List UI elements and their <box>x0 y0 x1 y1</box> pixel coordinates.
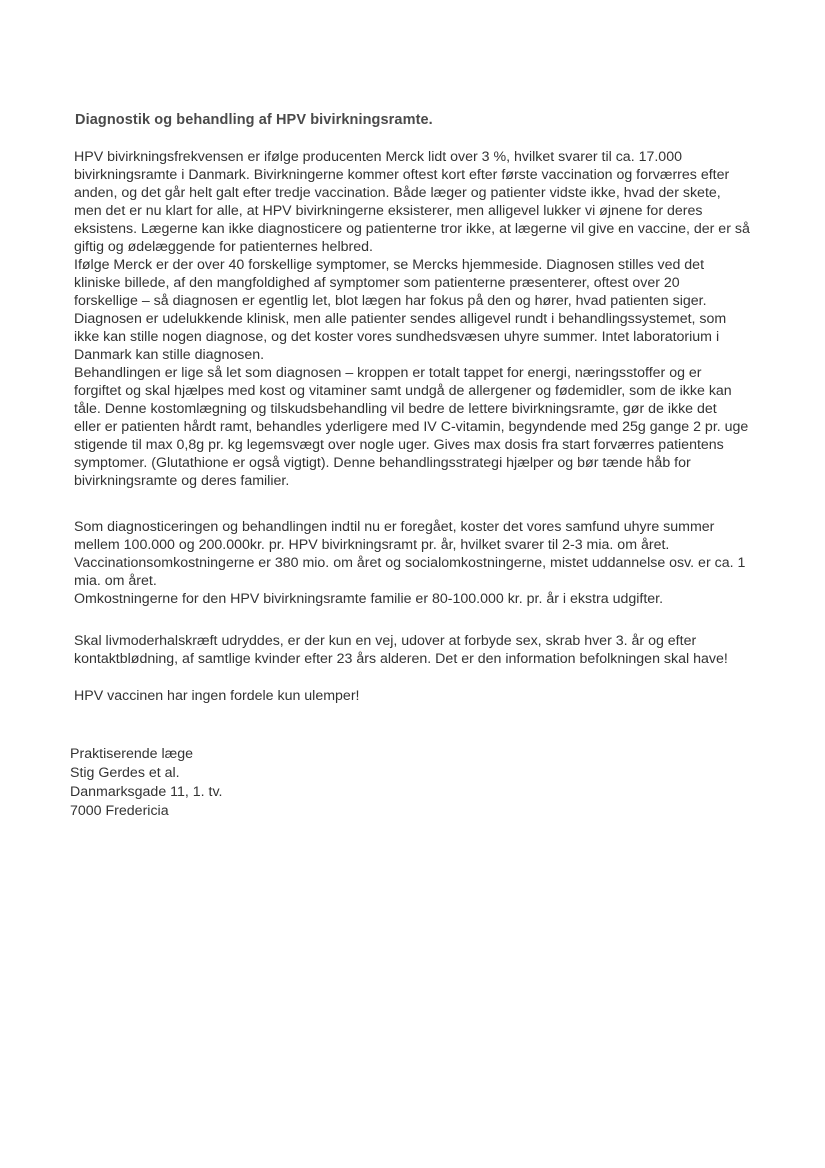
paragraph-1-line: Diagnosen er udelukkende klinisk, men alle patienter sendes alligevel rundt i behandlingssystemet, som <box>74 311 727 327</box>
paragraph-2-line: mia. om året. <box>74 573 157 589</box>
paragraph-1-line: ikke kan stille nogen diagnose, og det koster vores sundhedsvæsen uhyre summer. Intet laboratorium i <box>74 329 720 345</box>
paragraph-1-line: forgiftet og skal hjælpes med kost og vitaminer samt undgå de allergener og fødemidler, som de ikke kan <box>74 383 732 399</box>
document-title: Diagnostik og behandling af HPV bivirkningsramte. <box>75 112 433 128</box>
paragraph-1-line: symptomer. (Glutathione er også vigtigt). Denne behandlingsstrategi hjælper og bør tænde håb for <box>74 455 691 471</box>
paragraph-2-line: mellem 100.000 og 200.000kr. pr. HPV bivirkningsramt pr. år, hvilket svarer til 2-3 mia. om året. <box>74 537 670 553</box>
paragraph-1-line: bivirkningsramte og deres familier. <box>74 473 290 489</box>
paragraph-2-line: Vaccinationsomkostningerne er 380 mio. om året og socialomkostningerne, mistet uddannelse osv. er ca. 1 <box>74 555 746 571</box>
signature-line: Stig Gerdes et al. <box>70 765 180 781</box>
paragraph-1-line: stigende til max 0,8g pr. kg legemsvægt over nogle uger. Gives max dosis fra start forværres patientens <box>74 437 724 453</box>
paragraph-3-line: kontaktblødning, af samtlige kvinder efter 23 års alderen. Det er den information befolkningen skal have! <box>74 651 728 667</box>
paragraph-1-line: eksistens. Lægerne kan ikke diagnosticere og patienterne tror ikke, at lægerne vil give en vaccine, der er så <box>74 221 750 237</box>
paragraph-1-line: men det er nu klart for alle, at HPV bivirkningerne eksisterer, men alligevel lukker vi øjnene for deres <box>74 203 703 219</box>
paragraph-2-line: Omkostningerne for den HPV bivirkningsramte familie er 80-100.000 kr. pr. år i ekstra udgifter. <box>74 591 664 607</box>
paragraph-1-line: kliniske billede, af den mangfoldighed af symptomer som patienterne præsenterer, oftest over 20 <box>74 275 680 291</box>
paragraph-2-line: Som diagnosticeringen og behandlingen indtil nu er foregået, koster det vores samfund uhyre summer <box>74 519 715 535</box>
signature-line: Danmarksgade 11, 1. tv. <box>70 784 223 800</box>
paragraph-1-line: anden, og det går helt galt efter tredje vaccination. Både læger og patienter vidste ikke, hvad der skete, <box>74 185 721 201</box>
paragraph-1-line: forskellige – så diagnosen er egentlig let, blot lægen har fokus på den og hører, hvad patienten siger. <box>74 293 707 309</box>
paragraph-1-line: Behandlingen er lige så let som diagnosen – kroppen er totalt tappet for energi, næringsstoffer og er <box>74 365 702 381</box>
paragraph-1-line: Danmark kan stille diagnosen. <box>74 347 265 363</box>
closing-statement: HPV vaccinen har ingen fordele kun ulemper! <box>74 688 360 704</box>
signature-line: 7000 Fredericia <box>70 803 169 819</box>
paragraph-1-line: tåle. Denne kostomlægning og tilskudsbehandling vil bedre de lettere bivirkningsramte, gør de ikke det <box>74 401 717 417</box>
paragraph-1-line: HPV bivirkningsfrekvensen er ifølge producenten Merck lidt over 3 %, hvilket svarer til ca. 17.000 <box>74 149 682 165</box>
paragraph-1-line: eller er patienten hårdt ramt, behandles yderligere med IV C-vitamin, begyndende med 25g gange 2 pr. uge <box>74 419 749 435</box>
paragraph-1-line: bivirkningsramte i Danmark. Bivirkningerne kommer oftest kort efter første vaccination og forværres efter <box>74 167 730 183</box>
signature-line: Praktiserende læge <box>70 746 194 762</box>
paragraph-1-line: giftig og ødelæggende for patienternes helbred. <box>74 239 373 255</box>
paragraph-3-line: Skal livmoderhalskræft udryddes, er der kun en vej, udover at forbyde sex, skrab hver 3. år og efter <box>74 633 697 649</box>
paragraph-1-line: Ifølge Merck er der over 40 forskellige symptomer, se Mercks hjemmeside. Diagnosen stilles ved det <box>74 257 705 273</box>
